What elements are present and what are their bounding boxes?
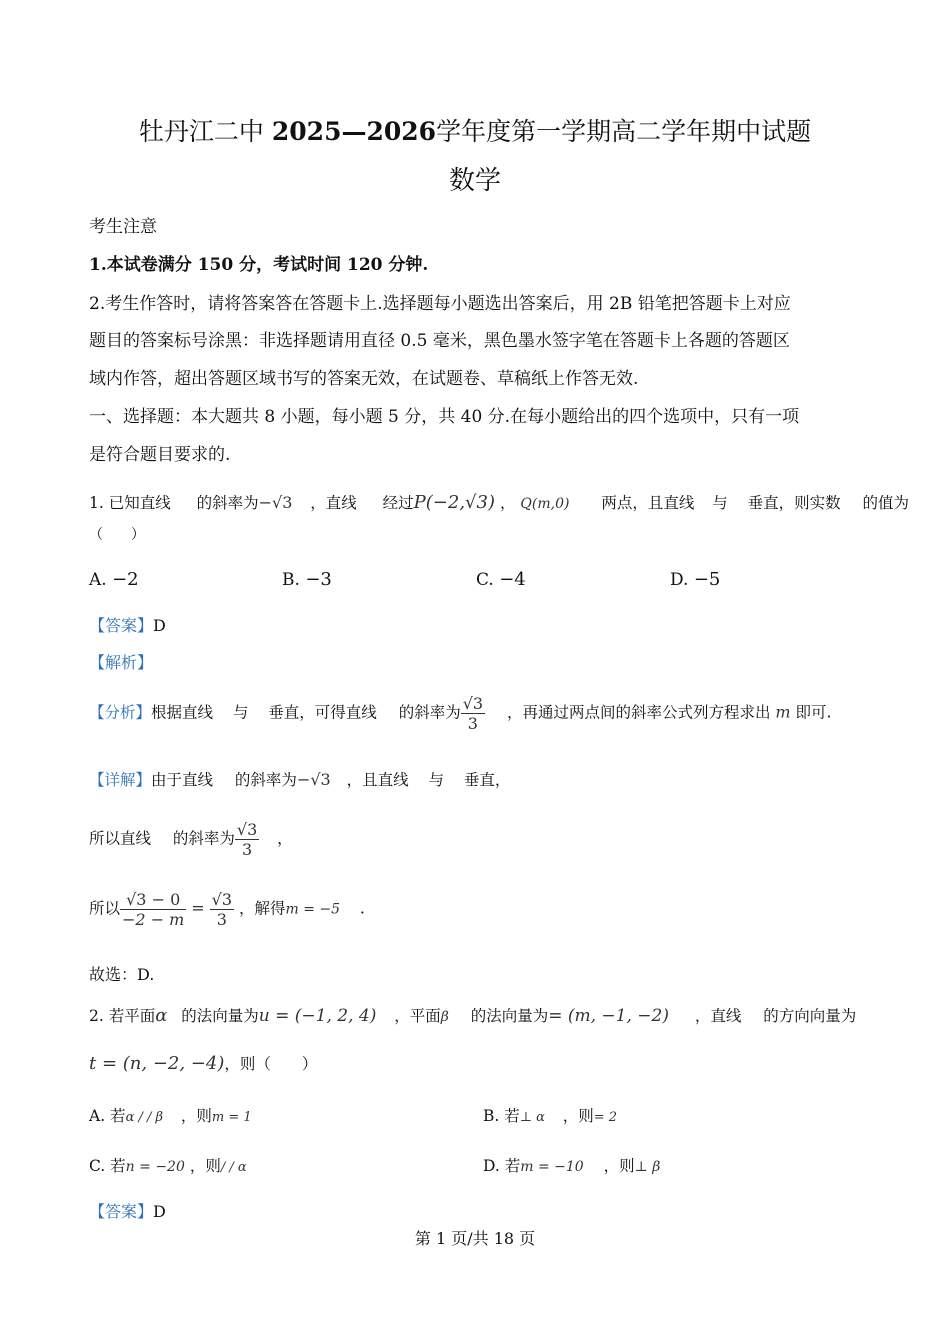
- q1-answer: 【答案】D: [89, 616, 166, 635]
- notice-item-2-line-2: 题目的答案标号涂黑：非选择题请用直径 0.5 毫米，黑色墨水签字笔在答题卡上各题的答题区: [89, 331, 790, 351]
- q1-option-d: D. −5: [670, 569, 721, 590]
- q1-slope-conclusion: 所以直线 的斜率为 $\frac{√3}{3}$ ，: [89, 820, 293, 859]
- q1-option-b: B. −3: [282, 569, 332, 590]
- q2-vector-u: u = (−1, 2, 4): [258, 1006, 377, 1026]
- page-subtitle: 数学: [448, 166, 501, 196]
- section-1-instructions-line-1: 一、选择题：本大题共 8 小题，每小题 5 分，共 40 分.在每小题给出的四个选项中，只有一项: [89, 407, 800, 427]
- q1-equation-rhs: $\frac{√3}{3}$: [211, 890, 233, 929]
- section-1-instructions-line-2: 是符合题目要求的.: [89, 445, 231, 465]
- q2-vector-v: = (m, −1, −2): [548, 1006, 669, 1026]
- q1-solution: m = −5: [285, 901, 341, 918]
- q2-stem-line-1: 2. 若平面α 的法向量为u = (−1, 2, 4) ，平面β 的法向量为= (m, −1, −2) ，直线 的方向向量为: [89, 1005, 857, 1026]
- q1-detail: 【详解】由于直线 的斜率为−√3 ，且直线 与 垂直，: [89, 770, 511, 789]
- q1-option-a: A. −2: [89, 569, 139, 590]
- q1-equation-lhs: $\frac{√3 - 0}{-2 - m}$: [122, 890, 185, 929]
- q1-point-p: P(−2,√3): [413, 492, 496, 513]
- notice-item-2-line-3: 域内作答，超出答题区域书写的答案无效，在试题卷、草稿纸上作答无效.: [89, 369, 639, 389]
- q1-slope-neg-sqrt3: −√3: [258, 493, 293, 512]
- page-title: [0, 112, 950, 148]
- q1-answer-paren: （ ）: [89, 527, 145, 543]
- title-years: 2025—2026: [271, 117, 437, 146]
- q1-equation: 所以 $\frac{√3 - 0}{-2 - m}$ = $\frac{√3}{3}$ ，解得m = −5 .: [89, 890, 365, 929]
- notice-item-1: 1.本试卷满分 150 分，考试时间 120 分钟.: [89, 255, 429, 275]
- q2-option-b: B. 若⊥ α ，则= 2: [483, 1107, 618, 1125]
- q1-slope-fraction: $\frac{√3}{3}$: [236, 820, 258, 859]
- q2-vector-t: t = (n, −2, −4): [89, 1053, 225, 1074]
- q2-option-a: A. 若α / / β ，则m = 1: [89, 1107, 252, 1125]
- q1-stem: 1. 已知直线 的斜率为−√3 ，直线 经过P(−2,√3) ， Q(m,0) 两点，且直线 与 垂直，则实数 的值为: [89, 492, 910, 513]
- q1-analysis-tag: 【解析】: [89, 653, 154, 672]
- q2-answer: 【答案】D: [89, 1202, 166, 1221]
- q2-stem-line-2: t = (n, −2, −4)，则（ ）: [89, 1053, 318, 1074]
- q2-option-c: C. 若n = −20 ，则/ / α: [89, 1157, 247, 1175]
- page-footer: 第 1 页/共 18 页: [414, 1229, 536, 1248]
- q1-fenxi: 【分析】根据直线 与 垂直，可得直线 的斜率为 $\frac{√3}{3}$ ，再通过两点间的斜率公式列方程求出 m 即可.: [89, 694, 832, 733]
- q1-choose: 故选：D.: [89, 965, 155, 984]
- q1-option-c: C. −4: [476, 569, 526, 590]
- q1-fenxi-fraction: $\frac{√3}{3}$: [462, 694, 484, 733]
- title-school: 牡丹江二中: [138, 117, 264, 146]
- notice-item-2-line-1: 2.考生作答时，请将答案答在答题卡上.选择题每小题选出答案后，用 2B 铅笔把答题卡上对应: [89, 294, 791, 314]
- q1-point-q: Q(m,0): [520, 496, 570, 512]
- notice-heading: 考生注意: [89, 217, 157, 237]
- q2-option-d: D. 若m = −10 ，则⊥ β: [483, 1157, 661, 1175]
- title-term: 学年度第一学期高二学年期中试题: [436, 117, 812, 146]
